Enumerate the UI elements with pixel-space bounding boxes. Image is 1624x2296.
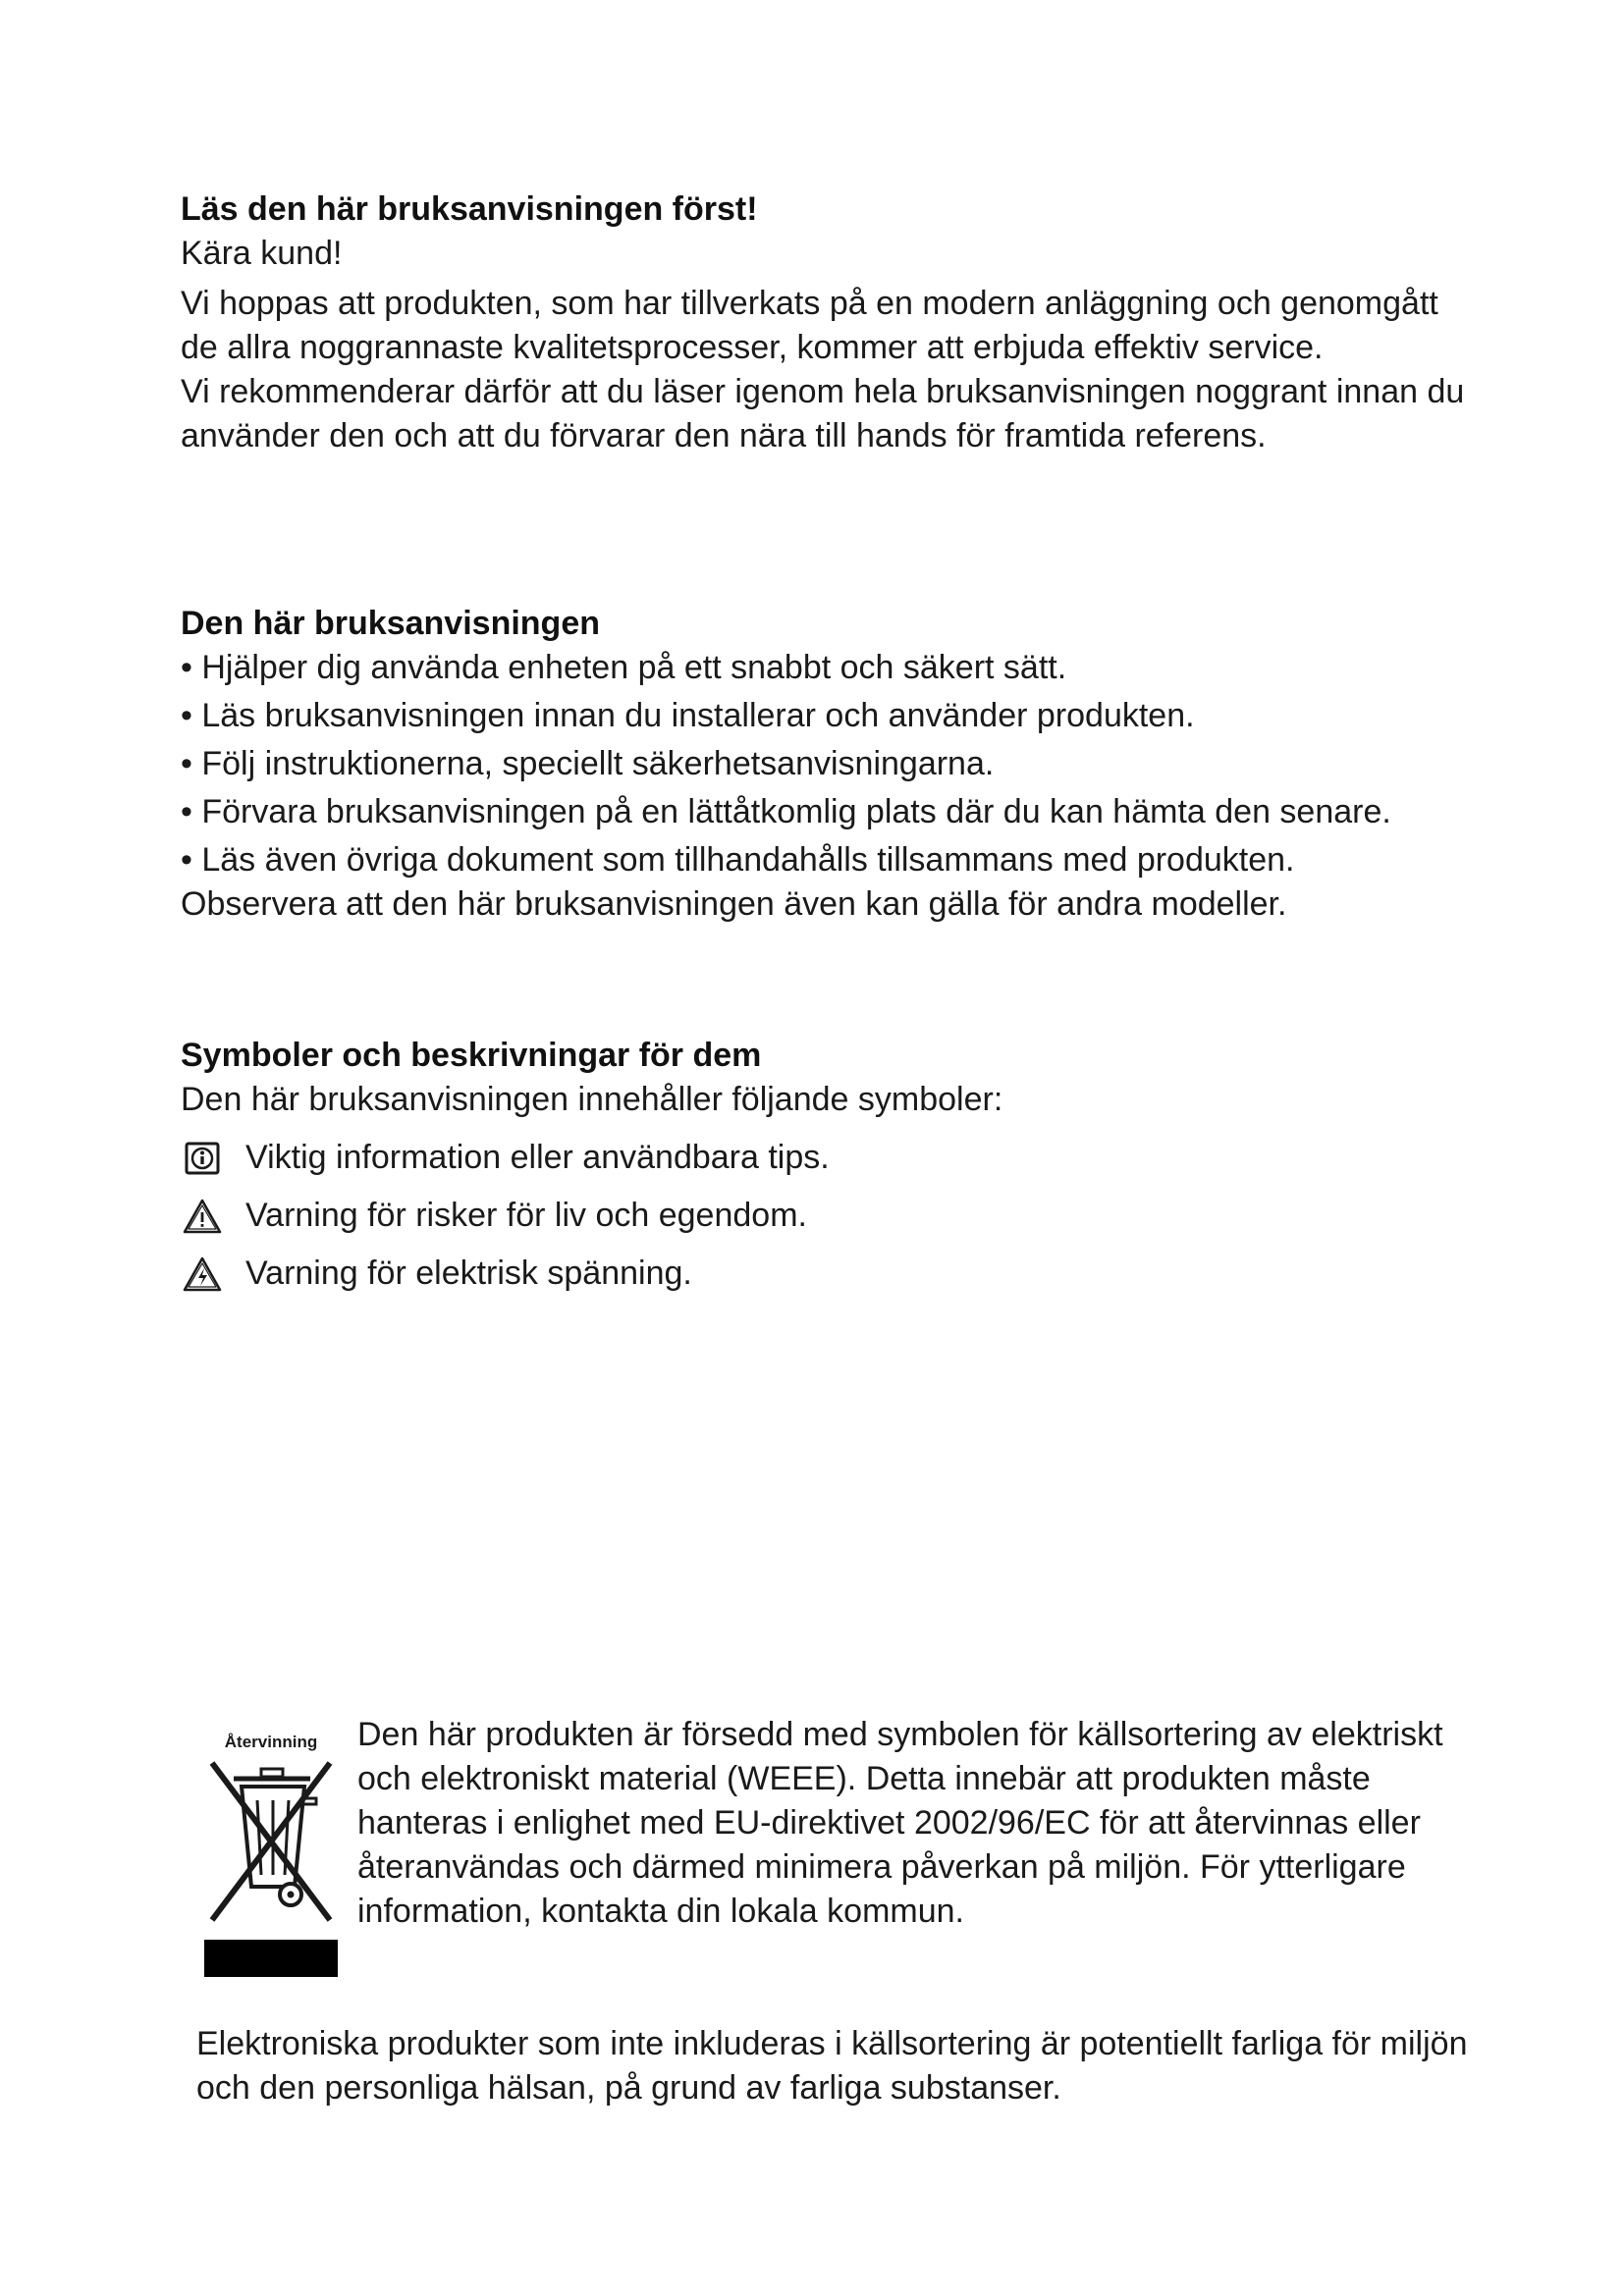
info-icon bbox=[181, 1139, 224, 1178]
symbol-row-info bbox=[181, 1136, 1477, 1180]
manual-heading: Den här bruksanvisningen bbox=[181, 605, 600, 642]
intro-section bbox=[181, 187, 1477, 458]
weee-icon-label: Återvinning bbox=[224, 1733, 318, 1751]
symbol-row-warning bbox=[181, 1194, 1477, 1238]
manual-note: Observera att den här bruksanvisningen även kan gälla för andra modeller. bbox=[181, 885, 1287, 923]
symbol-text-info: Viktig information eller användbara tips. bbox=[245, 1139, 830, 1176]
symbol-row-electric bbox=[181, 1252, 1477, 1296]
manual-section bbox=[181, 601, 1477, 927]
manual-bullet: • Läs även övriga dokument som tillhandahålls tillsammans med produkten. bbox=[181, 841, 1295, 879]
manual-bullet: • Hjälper dig använda enheten på ett snabbt och säkert sätt. bbox=[181, 649, 1067, 686]
weee-description: Den här produkten är försedd med symbolen för källsortering av elektriskt och elektroniskt material (WEEE). Detta innebär att produkten måste hanteras i enlighet med EU-direktivet 2002/96/EC för att återvinnas eller återanvändas och därmed minimera påverkan på miljön. För ytterligare information, kontakta din lokala kommun. bbox=[357, 1716, 1443, 1930]
intro-heading: Läs den här bruksanvisningen först! bbox=[181, 190, 758, 228]
weee-recycling-icon bbox=[200, 1730, 342, 1981]
hazard-note: Elektroniska produkter som inte inkluderas i källsortering är potentiellt farliga för miljön och den personliga hälsan, på grund av farliga substanser. bbox=[196, 2025, 1468, 2107]
symbol-text-electric: Varning för elektrisk spänning. bbox=[245, 1255, 692, 1292]
electric-warning-icon bbox=[181, 1255, 224, 1294]
intro-paragraph-1: Vi hoppas att produkten, som har tillverkats på en modern anläggning och genomgått de allra noggrannaste kvalitetsprocesser, kommer att erbjuda effektiv service. bbox=[181, 285, 1438, 366]
greeting: Kära kund! bbox=[181, 235, 343, 272]
intro-paragraph-2: Vi rekommenderar därför att du läser igenom hela bruksanvisningen noggrant innan du använder den och att du förvarar den nära till hands för framtida referens. bbox=[181, 373, 1465, 454]
symbols-heading: Symboler och beskrivningar för dem bbox=[181, 1037, 762, 1074]
symbols-intro: Den här bruksanvisningen innehåller följande symboler: bbox=[181, 1081, 1003, 1118]
symbol-text-warning: Varning för risker för liv och egendom. bbox=[245, 1197, 807, 1234]
manual-bullet: • Läs bruksanvisningen innan du installerar och använder produkten. bbox=[181, 697, 1195, 734]
symbols-section bbox=[181, 1033, 1477, 1296]
manual-bullet: • Följ instruktionerna, speciellt säkerhetsanvisningarna. bbox=[181, 745, 995, 782]
manual-bullet: • Förvara bruksanvisningen på en lättåtkomlig plats där du kan hämta den senare. bbox=[181, 793, 1391, 830]
warning-triangle-icon bbox=[181, 1197, 224, 1236]
